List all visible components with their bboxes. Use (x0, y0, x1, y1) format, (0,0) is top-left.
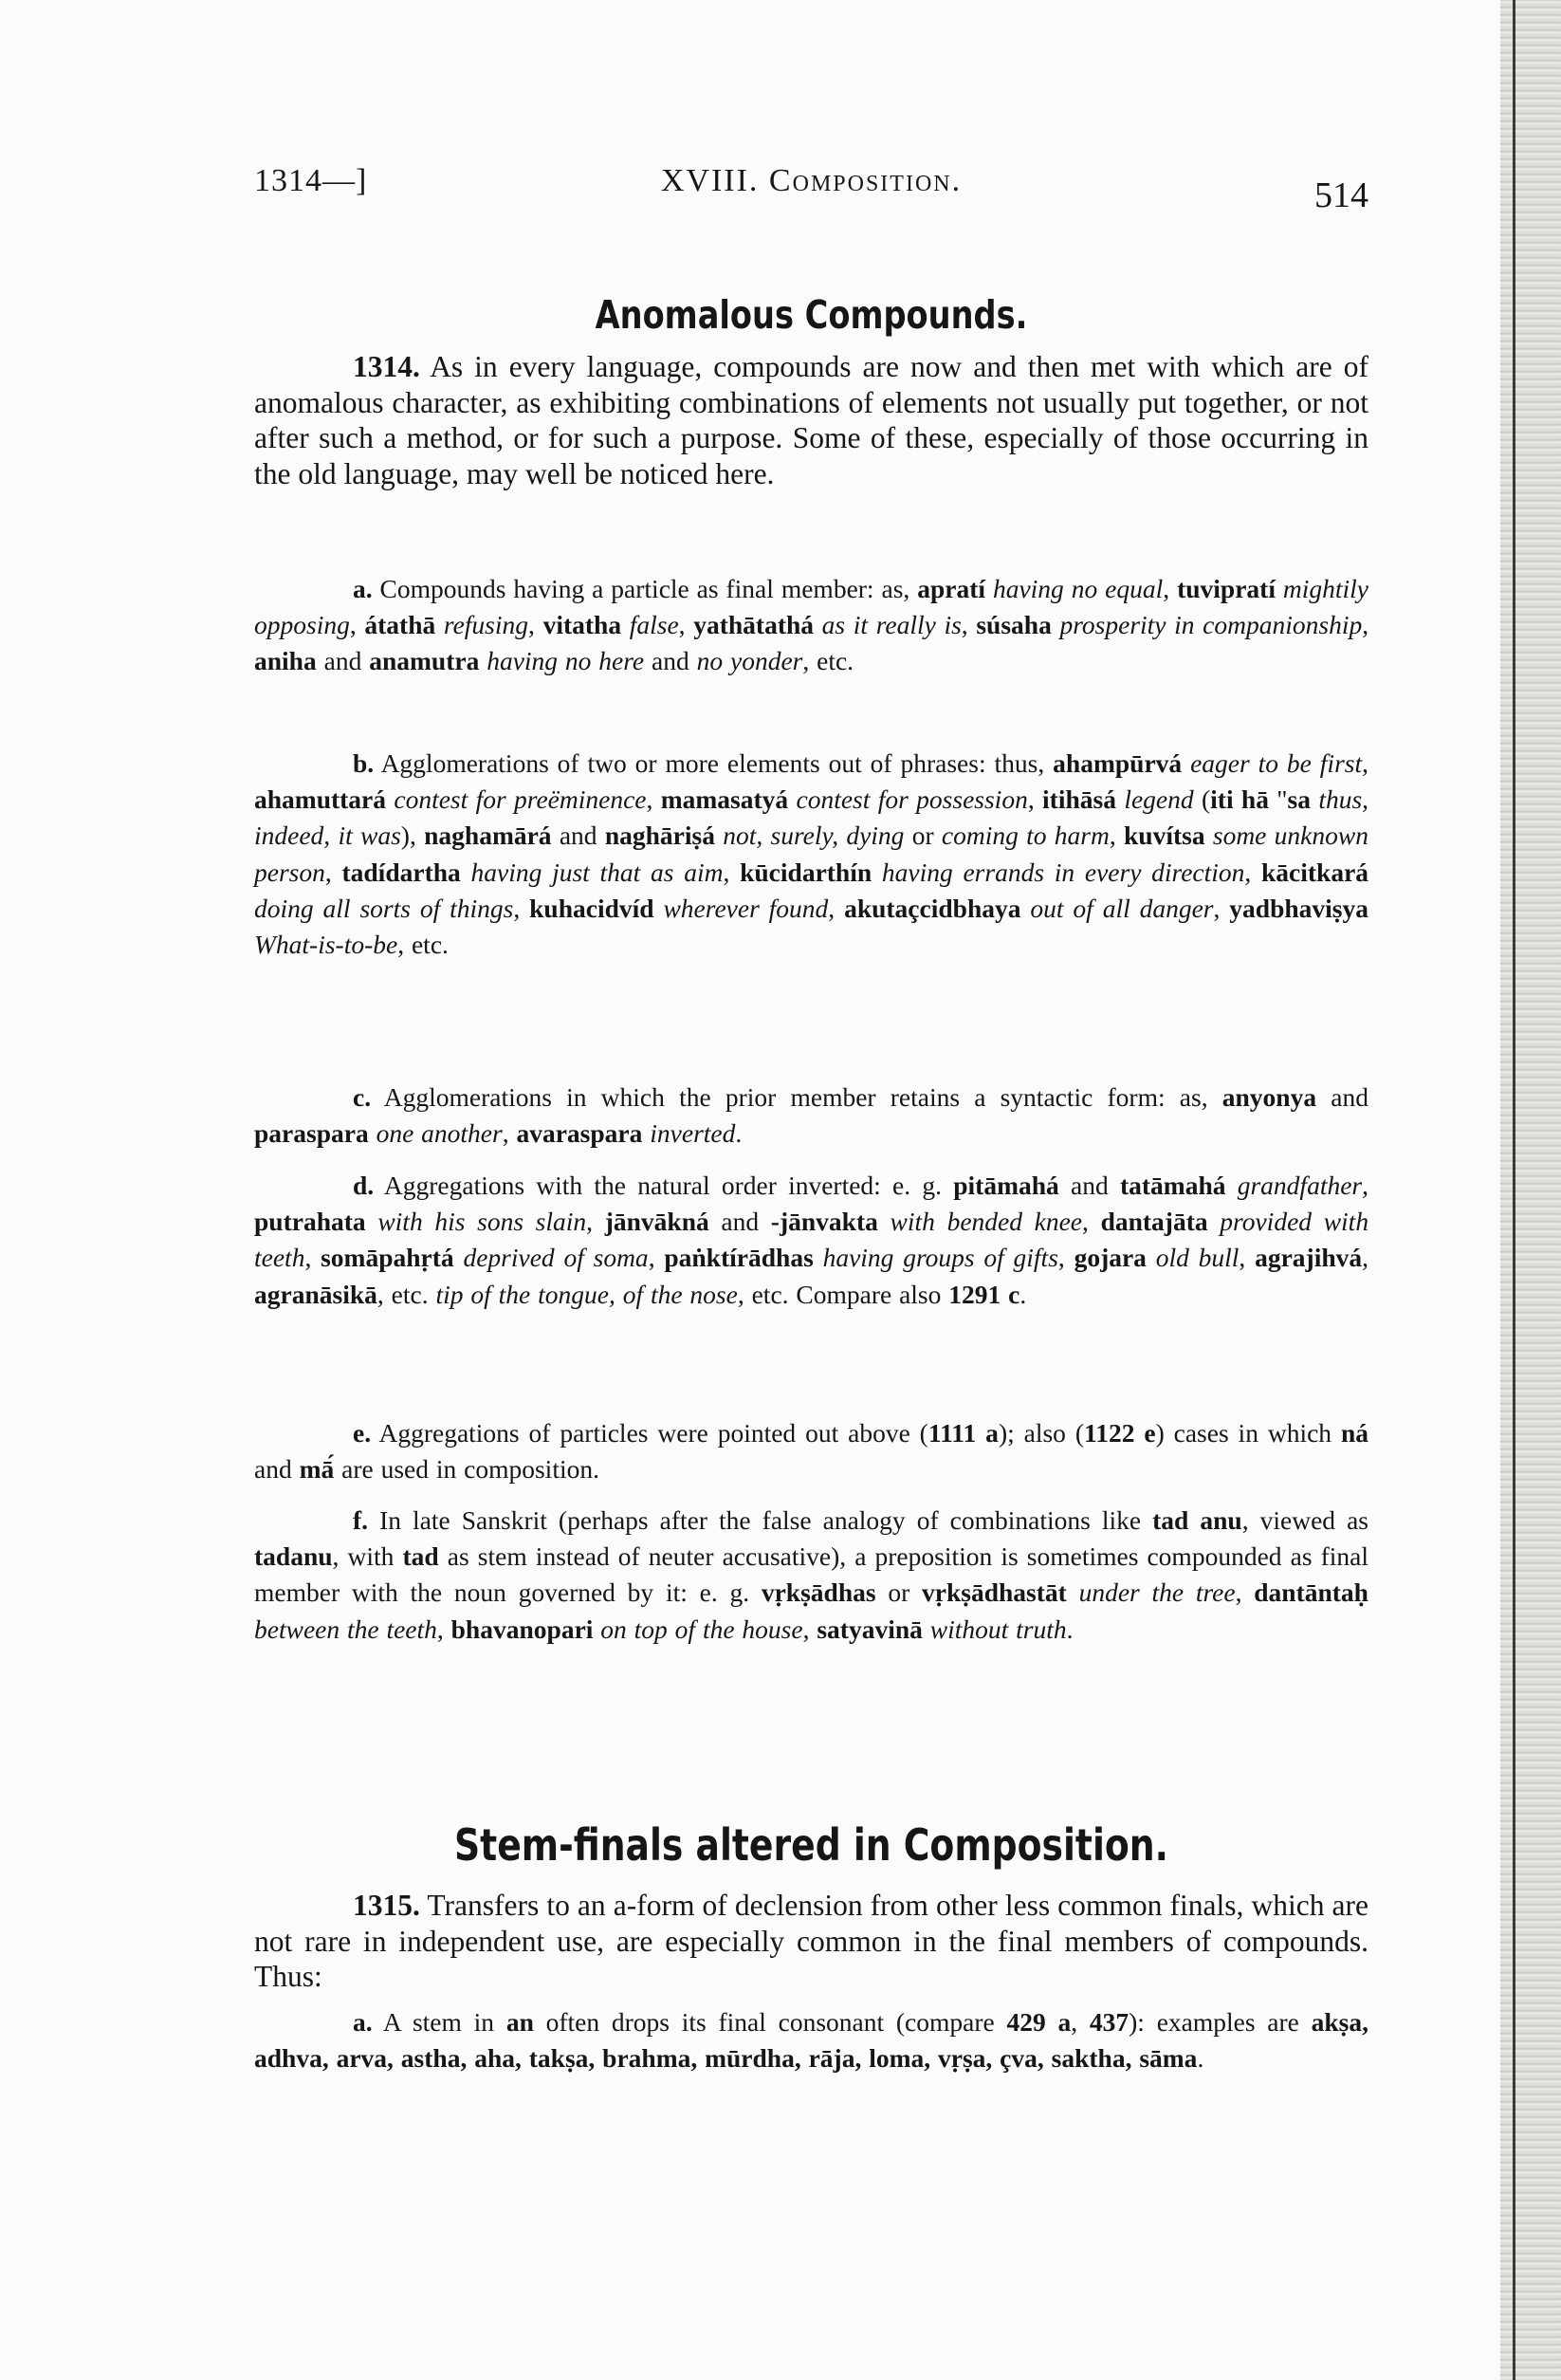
text-run: , etc. (802, 646, 854, 676)
sanskrit-term: aniha (254, 646, 317, 676)
sanskrit-term: tadanu (254, 1541, 333, 1572)
gloss: prosperity in companionship (1059, 610, 1363, 640)
text-run: . (735, 1118, 743, 1149)
sanskrit-term: naghamārá (424, 821, 552, 851)
gloss: having groups of gifts (822, 1243, 1058, 1273)
gloss: on top of the house (600, 1614, 803, 1644)
paragraph-number: 1314. (353, 350, 420, 383)
sanskrit-term: avaraspara (516, 1118, 643, 1149)
sanskrit-term: agrajihvá (1255, 1243, 1363, 1273)
paragraph-label: e. (353, 1418, 372, 1448)
text-run: often drops its final consonant (compare (533, 2007, 1007, 2037)
section-heading-stem-finals: Stem-finals altered in Composition. (453, 1819, 1168, 1871)
text-run: and (1316, 1082, 1368, 1112)
gloss: doing all sorts of things (254, 893, 514, 923)
text-run: ( (1193, 784, 1211, 815)
text-run: , etc. (397, 930, 449, 960)
paragraph-label: b. (353, 748, 375, 778)
sanskrit-term: akutaçcidbhaya (844, 893, 1021, 923)
sanskrit-term: ahampūrvá (1053, 748, 1183, 778)
text-run: , (513, 893, 530, 923)
sanskrit-term: yadbhaviṣya (1229, 893, 1369, 923)
paragraph-text: Transfers to an a-form of declension from other less common finals, which are not rare in independent use, are especially common in the final members of compounds. Thus: (254, 1889, 1368, 1993)
sanskrit-term: sa (1287, 784, 1311, 815)
text-run: ); also ( (998, 1418, 1084, 1448)
text-run: , (1362, 1171, 1368, 1200)
gloss: under the tree (1078, 1577, 1236, 1608)
sanskrit-term: tatāmahá (1119, 1171, 1226, 1200)
text-run: . (1197, 2043, 1204, 2074)
gloss: thus, indeed, it was (254, 784, 1369, 851)
sanskrit-term: vṛkṣādhas (761, 1577, 876, 1608)
paragraph-1314e (254, 1415, 1368, 1487)
gloss: with bended knee (890, 1207, 1083, 1237)
text-run: and (1058, 1171, 1120, 1200)
sanskrit-term: mā́ (299, 1454, 335, 1485)
paragraph-1314a (254, 571, 1368, 680)
gloss: no yonder (696, 646, 803, 676)
text-run: , (723, 857, 741, 887)
sanskrit-term: paṅktírādhas (664, 1243, 814, 1273)
sanskrit-term: dantajāta (1100, 1207, 1208, 1237)
cross-reference: 429 a (1006, 2007, 1072, 2037)
gloss: as it really is (821, 610, 962, 640)
sanskrit-term: bhavanopari (450, 1614, 594, 1644)
sanskrit-term: tad (402, 1541, 439, 1572)
text-run: , (648, 1243, 665, 1273)
gloss: with his sons slain (377, 1207, 587, 1237)
text-run: , (678, 610, 694, 640)
gloss: having just that as aim (470, 857, 724, 887)
text-run: ): examples are (1129, 2007, 1312, 2037)
text-run: , (1244, 857, 1261, 887)
sanskrit-term: ná (1340, 1418, 1368, 1448)
sanskrit-term: vitatha (542, 610, 622, 640)
text-run: and (316, 646, 370, 676)
sanskrit-term: agranāsikā (254, 1279, 377, 1309)
paragraph-text: As in every language, compounds are now and then met with which are of anomalous character, as exhibiting combinations of elements not usually put together, or not after such a method, or for such a purpose. Some of these, especially of those occurring in the old language, may well be noticed here. (254, 350, 1368, 490)
text-run: and (254, 1454, 300, 1485)
text-run: , (646, 784, 661, 815)
text-run: , (1362, 1243, 1369, 1273)
text-run: or (904, 821, 942, 851)
sanskrit-term: somāpahṛtá (321, 1243, 454, 1273)
sanskrit-term: satyavinā (817, 1614, 923, 1644)
gloss: having no equal (992, 574, 1164, 603)
gloss: contest for preëminence (394, 784, 647, 815)
text-run: ) cases in which (1155, 1418, 1341, 1448)
gloss: refusing (443, 610, 529, 640)
text-run: , (349, 610, 365, 640)
gloss: grandfather (1237, 1171, 1363, 1200)
sanskrit-term: anyonya (1221, 1082, 1317, 1112)
text-run: , (1109, 821, 1124, 851)
text-run: , (528, 610, 543, 640)
page-edge-line (1513, 0, 1515, 2380)
text-run: . (1066, 1614, 1074, 1644)
gloss: coming to harm (941, 821, 1110, 851)
paragraph-1314f (254, 1503, 1368, 1648)
paragraph-label: c. (353, 1082, 372, 1112)
text-run: , etc. Compare also (737, 1279, 949, 1309)
gloss: What-is-to-be (254, 930, 398, 960)
text-run: and (708, 1207, 771, 1237)
sanskrit-term: mamasatyá (660, 784, 789, 815)
text-run: and (644, 646, 697, 676)
text-run: , (1362, 748, 1368, 778)
page-edge-shading (1500, 0, 1561, 2380)
gloss: wherever found (663, 893, 829, 923)
text-run: Aggregations of particles were pointed out above ( (371, 1418, 928, 1448)
sanskrit-term: gojara (1074, 1243, 1147, 1273)
gloss: without truth (929, 1614, 1067, 1644)
paragraph-label: d. (353, 1171, 375, 1200)
sanskrit-term: -jānvakta (770, 1207, 878, 1237)
gloss: out of all danger (1030, 893, 1214, 923)
header-section-ref: 1314—] (254, 163, 368, 198)
text-run: Agglomerations in which the prior member retains a syntactic form: as, (371, 1082, 1222, 1112)
header-page-number: 514 (1314, 175, 1368, 215)
gloss: deprived of soma (463, 1243, 649, 1273)
text-run: , (304, 1243, 321, 1273)
text-run: or (875, 1577, 923, 1608)
text-run: , (828, 893, 845, 923)
paragraph-1315 (254, 1888, 1368, 1995)
text-run: , (324, 857, 342, 887)
text-run: , with (332, 1541, 403, 1572)
cross-reference: 1122 e (1083, 1418, 1156, 1448)
text-run: , (1071, 2007, 1090, 2037)
paragraph-1314d (254, 1168, 1368, 1313)
text-run: , etc. (376, 1279, 436, 1309)
text-run: Agglomerations of two or more elements out of phrases: thus, (374, 748, 1054, 778)
text-run: , (1239, 1243, 1256, 1273)
text-run: , (1082, 1207, 1101, 1237)
paragraph-label: f. (353, 1505, 369, 1535)
text-run: . (1019, 1279, 1027, 1309)
text-run: are used in composition. (334, 1454, 599, 1485)
gloss: legend (1124, 784, 1194, 815)
text-run: A stem in (372, 2007, 506, 2037)
gloss: old bull (1155, 1243, 1240, 1273)
section-heading-anomalous-compounds: Anomalous Compounds. (595, 292, 1028, 338)
gloss: mightily opposing (254, 574, 1369, 640)
sanskrit-term-list: akṣa, adhva, arva, astha, aha, takṣa, brahma, mūrdha, rāja, loma, vṛṣa, çva, saktha, sāma (254, 2007, 1369, 2074)
gloss: between the teeth (254, 1614, 437, 1644)
gloss: inverted (650, 1118, 736, 1149)
paragraph-1315a (254, 2004, 1368, 2076)
gloss: false (629, 610, 679, 640)
gloss: tip of the tongue, of the nose (435, 1279, 738, 1309)
sanskrit-term: naghāriṣá (604, 821, 715, 851)
sanskrit-term: yathātathá (693, 610, 815, 640)
sanskrit-term: tadídartha (341, 857, 461, 887)
sanskrit-term: itihāsá (1042, 784, 1116, 815)
sanskrit-term: tuvipratí (1177, 574, 1276, 603)
paragraph-1314b (254, 746, 1368, 963)
cross-reference: 1111 a (927, 1418, 999, 1448)
text-run: " (1268, 784, 1288, 815)
gloss: having errands in every direction (881, 857, 1245, 887)
text-run: , (586, 1207, 605, 1237)
text-run: , viewed as (1241, 1505, 1368, 1535)
sanskrit-term: vṛkṣādhastāt (922, 1577, 1067, 1608)
text-run: Compounds having a particle as final member: as, (372, 574, 918, 603)
sanskrit-term: ahamuttará (254, 784, 387, 815)
paragraph-1314 (254, 349, 1368, 491)
sanskrit-term: tad anu (1152, 1505, 1242, 1535)
text-run: , (436, 1614, 451, 1644)
text-run: , (1027, 784, 1043, 815)
sanskrit-term: an (505, 2007, 534, 2037)
text-run: , (961, 610, 977, 640)
text-run: , (1163, 574, 1178, 603)
gloss: eager to be first (1190, 748, 1363, 778)
sanskrit-term: jānvākná (604, 1207, 709, 1237)
text-run: , (1057, 1243, 1074, 1273)
sanskrit-term: apratí (917, 574, 986, 603)
gloss: one another (376, 1118, 503, 1149)
paragraph-1314c (254, 1079, 1368, 1152)
sanskrit-term: súsaha (976, 610, 1052, 640)
sanskrit-term: átathā (364, 610, 436, 640)
sanskrit-term: putrahata (254, 1207, 366, 1237)
gloss: having no here (487, 646, 645, 676)
gloss: provided with teeth (254, 1207, 1369, 1273)
text-run: Aggregations with the natural order inverted: e. g. (374, 1171, 954, 1200)
sanskrit-term: iti hā (1210, 784, 1269, 815)
text-run: , (1362, 610, 1369, 640)
gloss: some unknown person (254, 821, 1368, 887)
sanskrit-term: dantāntaḥ (1254, 1577, 1368, 1608)
gloss: not, surely, dying (723, 821, 905, 851)
sanskrit-term: pitāmahá (953, 1171, 1059, 1200)
cross-reference: 437 (1089, 2007, 1129, 2037)
sanskrit-term: anamutra (369, 646, 480, 676)
text-run: and (551, 821, 605, 851)
sanskrit-term: kūcidarthín (740, 857, 872, 887)
sanskrit-term: kuvítsa (1124, 821, 1205, 851)
text-run: as stem instead of neuter accusative), a preposition is sometimes compounded as final member with the noun governed by it: e. g. (254, 1541, 1369, 1608)
running-header (254, 163, 1368, 220)
header-chapter-title: XVIII. Composition. (660, 163, 963, 198)
gloss: contest for possession (796, 784, 1028, 815)
text-run: , (502, 1118, 517, 1149)
cross-reference: 1291 c (948, 1279, 1020, 1309)
paragraph-number: 1315. (353, 1889, 420, 1922)
sanskrit-term: paraspara (254, 1118, 369, 1149)
sanskrit-term: kācitkará (1261, 857, 1369, 887)
paragraph-label: a. (353, 2007, 373, 2037)
text-run: ), (400, 821, 425, 851)
paragraph-label: a. (353, 574, 373, 603)
text-run: In late Sanskrit (perhaps after the false analogy of combinations like (368, 1505, 1153, 1535)
text-run: , (1213, 893, 1230, 923)
text-run: , (1235, 1577, 1255, 1608)
text-run: , (802, 1614, 817, 1644)
sanskrit-term: kuhacidvíd (529, 893, 654, 923)
